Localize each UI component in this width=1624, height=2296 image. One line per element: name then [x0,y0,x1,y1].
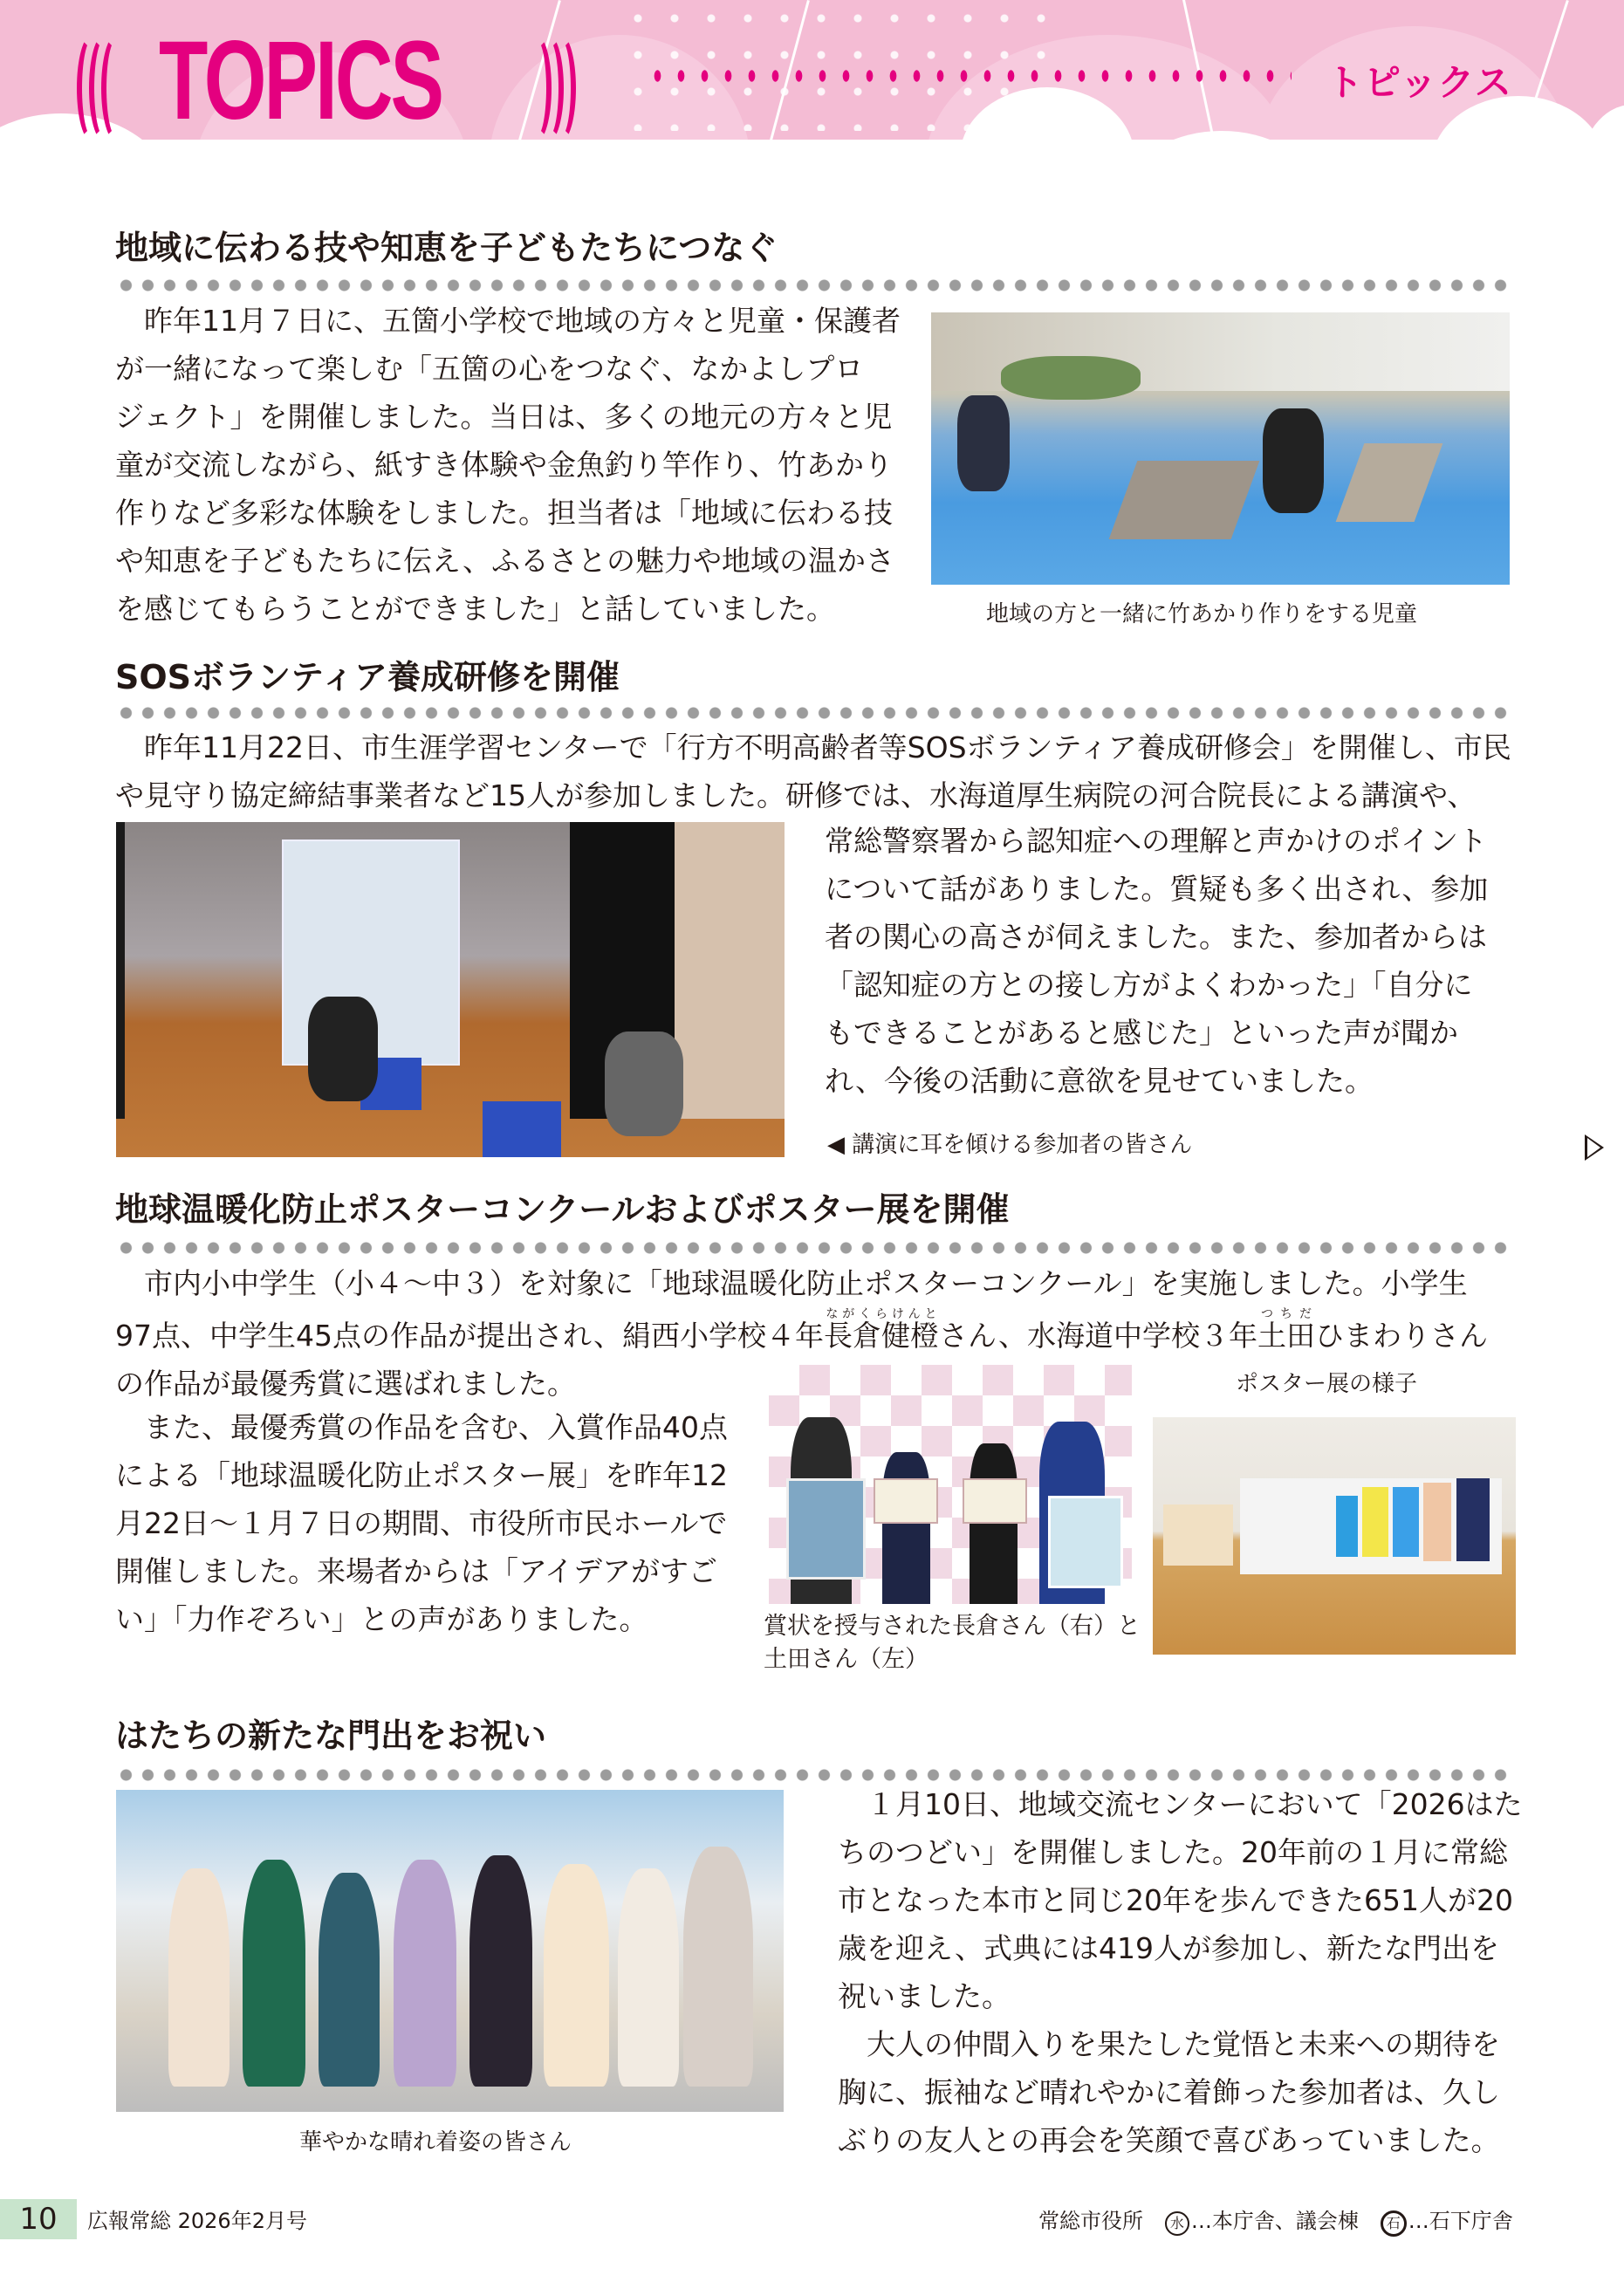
ishige-office-text: …石下庁舎 [1408,2209,1513,2233]
body-line: 常総警察署から認知症への理解と声かけのポイント [825,824,1487,858]
body-line: 97点、中学生45点の作品が提出され、絹西小学校４年長倉健橙ながくらけんとさん、水海道中学校３年土田つちだひまわりさん [115,1307,1488,1353]
body-line: ぶりの友人との再会を笑顔で喜びあっていました。 [838,2123,1500,2157]
photo-sos-lecture [116,822,785,1157]
article-title-sos-volunteer: SOSボランティア養成研修を開催 [115,658,620,696]
wave-brackets-left-icon [77,35,138,131]
article-title-coming-of-age: はたちの新たな門出をお祝い [115,1717,547,1755]
article-body-coming-of-age [838,1780,1527,2164]
body-line: が一緒になって楽しむ「五箇の心をつなぐ、なかよしプロ [115,352,864,386]
body-line: について話がありました。質疑も多く出され、参加 [825,872,1489,906]
photo-caption [827,1127,1192,1159]
body-line: の作品が最優秀賞に選ばれました。 [115,1367,576,1401]
photo-caption: ポスター展の様子 [1236,1371,1418,1397]
topics-subtitle: トピックス [1326,61,1512,104]
body-line: 作りなど多彩な体験をしました。担当者は「地域に伝わる技 [115,496,893,530]
body-line: による「地球温暖化防止ポスター展」を昨年12 [115,1458,728,1492]
body-line: ちのつどい」を開催しました。20年前の１月に常総 [838,1835,1508,1869]
body-line: 「認知症の方との接し方がよくわかった」「自分に [825,968,1473,1002]
article-title-local-wisdom: 地域に伝わる技や知恵を子どもたちにつなぐ [115,229,778,267]
ishige-office-mark-icon: 石 [1381,2210,1407,2237]
office-legend [1038,2203,1513,2237]
body-line: 市となった本市と同じ20年を歩んできた651人が20 [838,1883,1513,1917]
body-line: ジェクト」を開催しました。当日は、多くの地元の方々と児 [115,400,893,434]
dotted-divider [115,279,1511,291]
ruby-name-tsuchida: 土田つちだ [1257,1307,1315,1353]
topics-title: TOPICS [159,18,442,140]
body-line: や知恵を子どもたちに伝え、ふるさとの魅力や地域の温かさ [115,544,894,578]
body-line: い」「力作ぞろい」との声がありました。 [115,1602,648,1636]
body-line: 祝いました。 [838,1979,1011,2013]
publication-name: 広報常総 2026年2月号 [87,2209,307,2233]
article-body-local-wisdom [115,297,901,633]
main-office-text: …本庁舎、議会棟 [1190,2209,1359,2233]
body-line: 市内小中学生（小４～中３）を対象に「地球温暖化防止ポスターコンクール」を実施しました。小学生 [144,1266,1468,1300]
body-line: や見守り協定締結事業者など15人が参加しました。研修では、水海道厚生病院の河合院長による講演や、 [115,778,1477,812]
photo-caption: 賞状を授与された長倉さん（右）と 土田さん（左） [764,1613,1141,1673]
wave-brackets-right-icon [522,35,583,131]
body-line: 胸に、振袖など晴れやかに着飾った参加者は、久し [838,2075,1500,2109]
dotted-divider [115,707,1511,719]
article-body-sos-full [115,723,1520,819]
body-line: 開催しました。来場者からは「アイデアがすご [115,1554,718,1588]
body-line: 昨年11月22日、市生涯学習センターで「行方不明高齢者等SOSボランティア養成研修会」を開催し、市民 [144,730,1511,764]
article-body-sos-side [825,817,1523,1105]
body-line: もできることがあると感じた」といった声が聞か [825,1016,1458,1050]
photo-caption: 地域の方と一緒に竹あかり作りをする児童 [986,601,1418,627]
article-body-poster-exhibit [115,1403,778,1643]
article-title-poster-contest: 地球温暖化防止ポスターコンクールおよびポスター展を開催 [115,1190,1010,1229]
photo-award-ceremony [769,1365,1132,1604]
ruby-name-nagakura: 長倉健橙ながくらけんと [823,1307,939,1353]
photo-kimono-group [116,1790,784,2112]
body-line: 昨年11月７日に、五箇小学校で地域の方々と児童・保護者 [144,304,901,338]
body-line: 者の関心の高さが伺えました。また、参加者からは [825,920,1487,954]
next-page-arrow-icon[interactable] [1585,1134,1604,1161]
photo-bamboo-lantern-workshop [931,312,1510,585]
dotted-divider [115,1769,1511,1781]
dotted-divider [115,1242,1511,1254]
body-line: 歳を迎え、式典には419人が参加し、新たな門出を [838,1931,1499,1965]
caption-text: 講演に耳を傾ける参加者の皆さん [852,1132,1193,1158]
topics-header-banner [0,0,1624,140]
header-dotted-line [646,70,1292,82]
body-line: また、最優秀賞の作品を含む、入賞作品40点 [144,1410,728,1444]
body-line: れ、今後の活動に意欲を見せていました。 [825,1064,1374,1098]
body-line: 大人の仲間入りを果たした覚悟と未来への期待を [867,2027,1500,2061]
body-line: 童が交流しながら、紙すき体験や金魚釣り竿作り、竹あかり [115,448,893,482]
photo-caption: 華やかな晴れ着姿の皆さん [299,2129,572,2155]
main-office-mark-icon: 水 [1165,2211,1189,2236]
photo-poster-exhibit [1153,1417,1516,1655]
caption-pointer-left-icon: ◀ [827,1132,845,1158]
office-label: 常総市役所 [1038,2209,1143,2233]
body-line: を感じてもらうことができました」と話していました。 [115,592,835,626]
body-line: １月10日、地域交流センターにおいて「2026はた [867,1787,1523,1821]
body-line: 月22日～１月７日の期間、市役所市民ホールで [115,1506,728,1540]
page-number: 10 [0,2199,77,2239]
